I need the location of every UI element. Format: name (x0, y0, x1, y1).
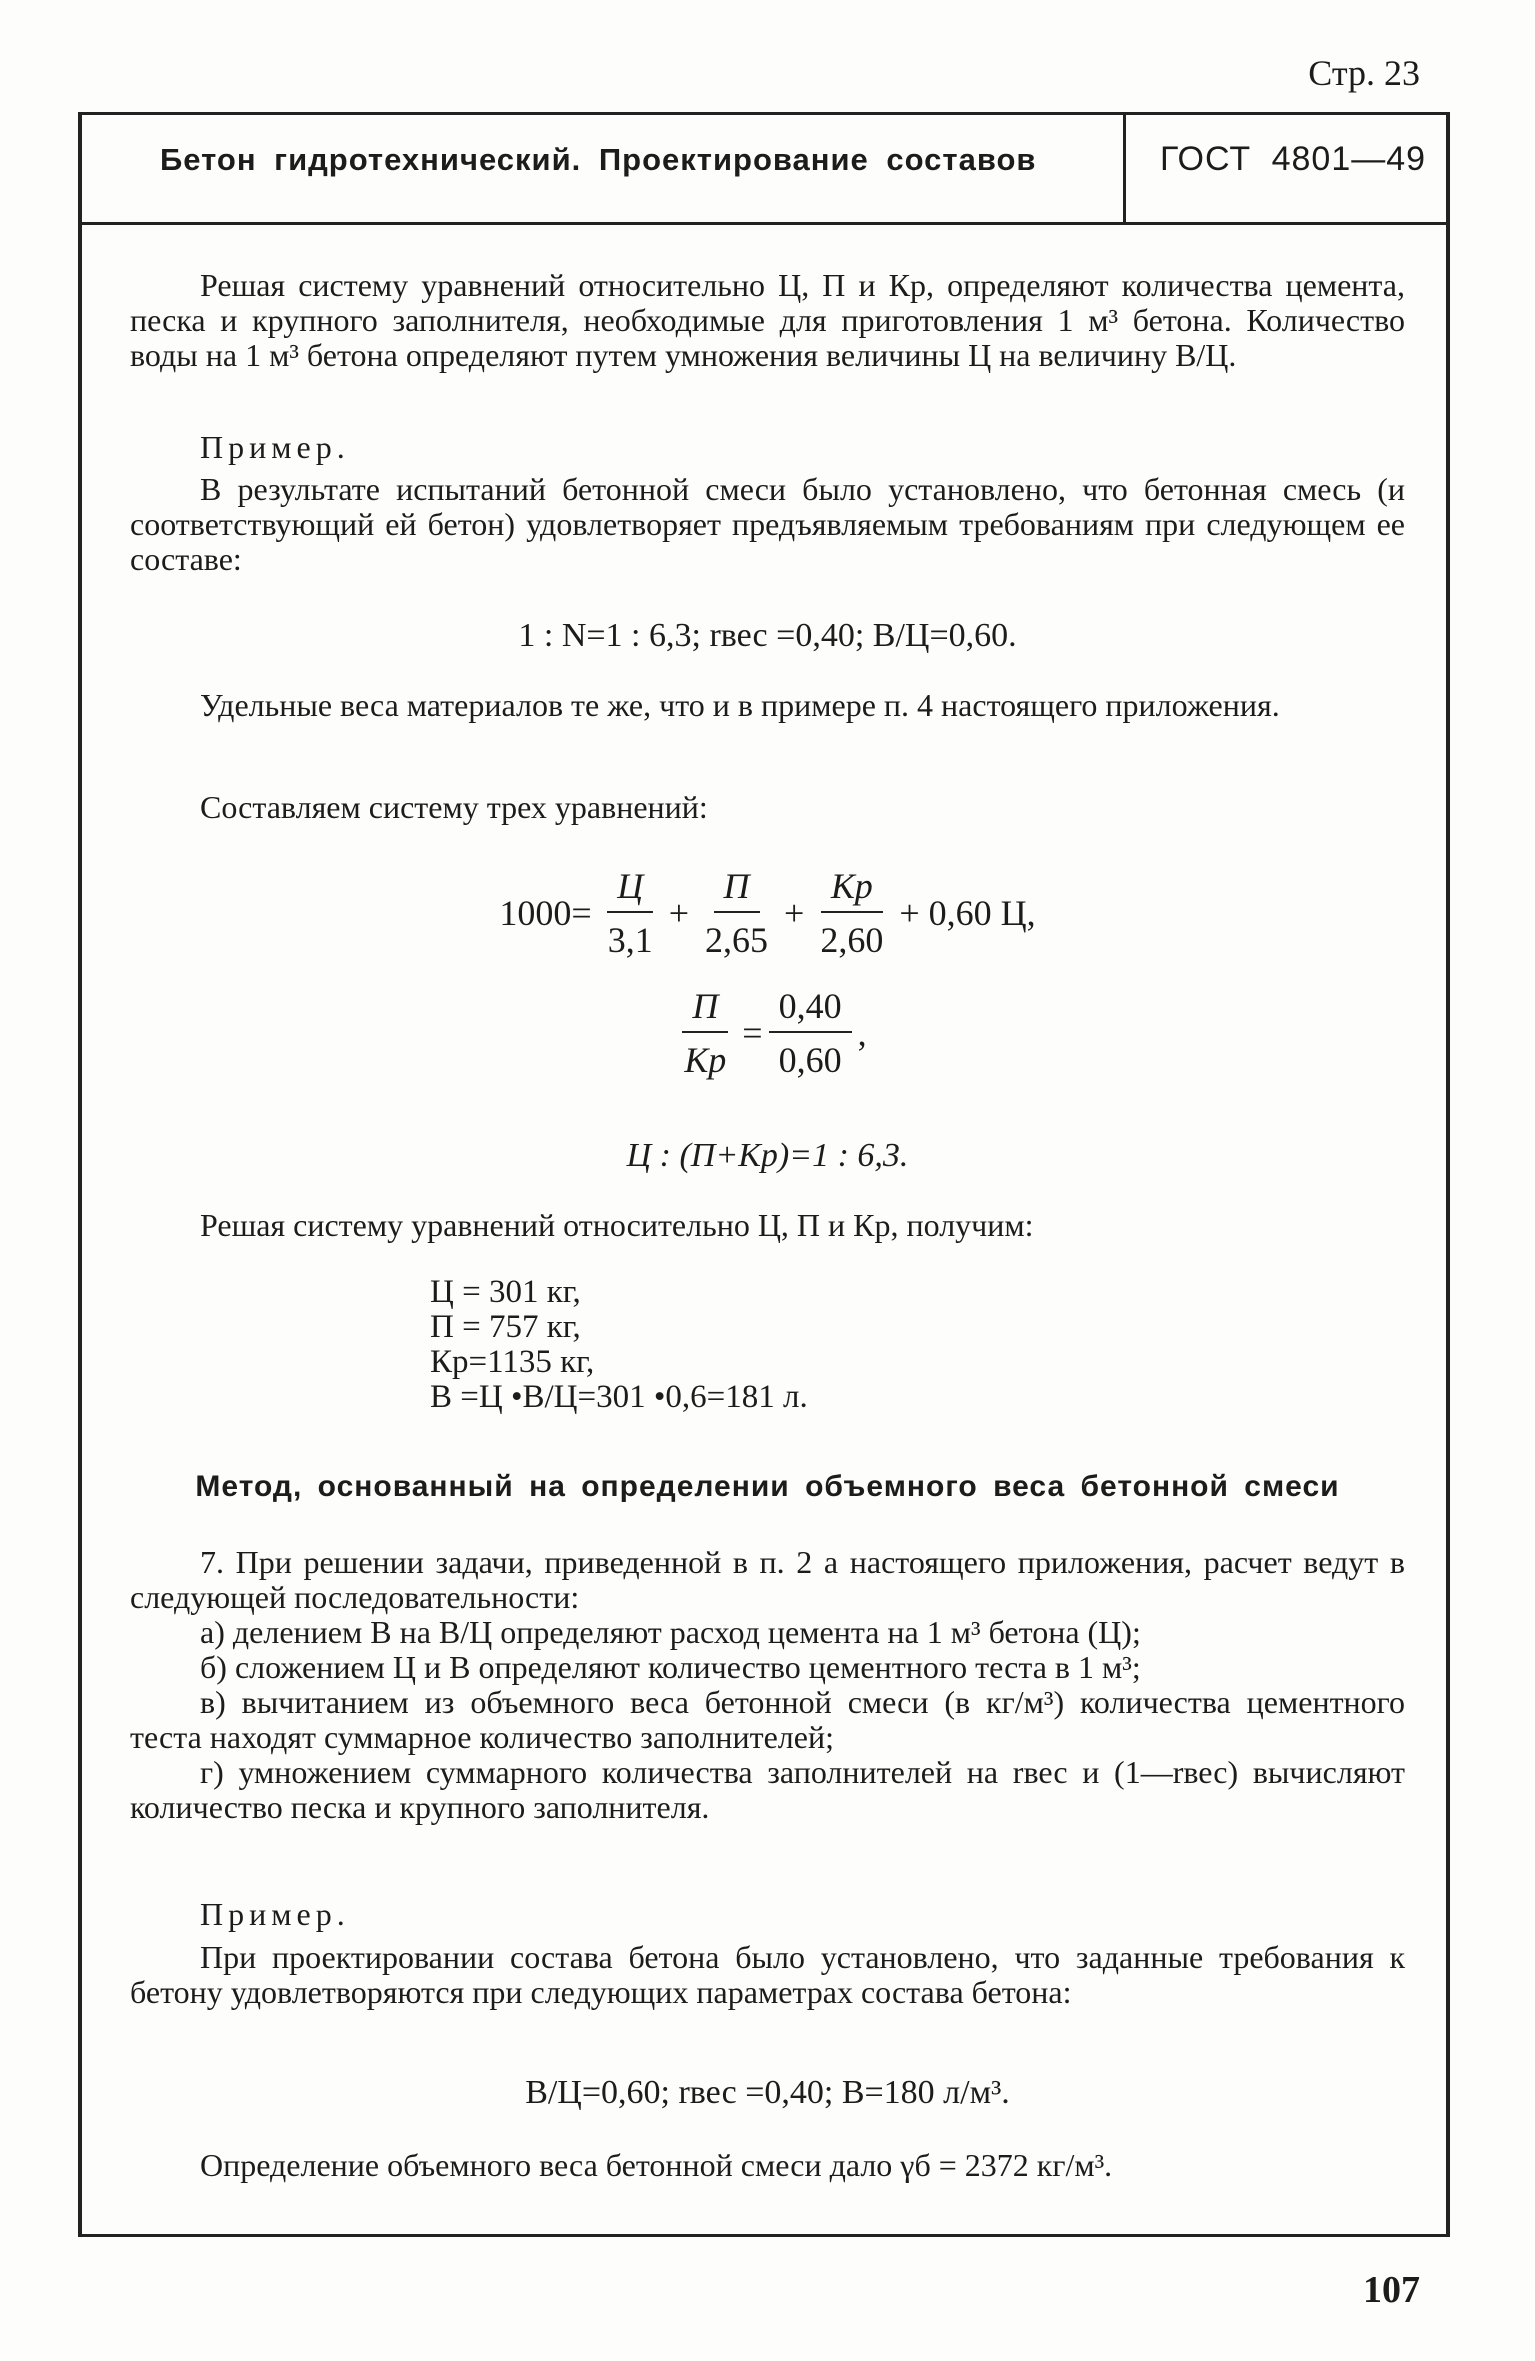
paragraph-8 (130, 1940, 1405, 2010)
paragraph-3 (130, 688, 1405, 723)
eq1-f3-numerator: Кр (821, 865, 883, 913)
equation-1 (130, 865, 1405, 961)
result-water: В =Ц •В/Ц=301 •0,6=181 л. (430, 1379, 808, 1415)
eq1-tail: + 0,60 Ц, (899, 893, 1036, 933)
parameters-formula (130, 2075, 1405, 2110)
step-b: б) сложением Ц и В определяют количество цементного теста в 1 м³; (200, 1649, 1141, 1685)
step-a: а) делением В на В/Ц определяют расход цемента на 1 м³ бетона (Ц); (200, 1614, 1141, 1650)
eq1-fraction-cement (598, 865, 663, 961)
eq1-f1-denominator: 3,1 (607, 920, 653, 960)
eq1-lhs: 1000= (499, 893, 592, 933)
parameters-text: В/Ц=0,60; rвес =0,40; В=180 л/м³. (525, 2074, 1010, 2111)
paragraph-text: Удельные веса материалов те же, что и в примере п. 4 настоящего приложения. (200, 687, 1280, 723)
paragraph-text: Решая систему уравнений относительно Ц, П и Кр, определяют количества цемента, песка и крупного заполнителя, необходимые для приготовления 1 м³ бетона. Количество воды на 1 м³ бетона определяют путем умножения величины Ц на величину В/Ц. (130, 267, 1405, 373)
eq2-fraction-right (769, 985, 852, 1081)
paragraph-7: 7. При решении задачи, приведенной в п. 2 а настоящего приложения, расчет ведут в следующей последовательности: (130, 1544, 1405, 1615)
step-g: г) умножением суммарного количества заполнителей на rвес и (1—rвес) вычисляют количество песка и крупного заполнителя. (130, 1754, 1405, 1825)
paragraph-4 (130, 790, 1405, 825)
result-aggregate: Кр=1135 кг, (430, 1344, 595, 1380)
results-list (430, 1275, 808, 1415)
example-1-label: Пример. (200, 429, 350, 465)
eq1-fraction-aggregate (810, 865, 893, 961)
page-number-bottom: 107 (1363, 2269, 1420, 2311)
paragraph-text: Составляем систему трех уравнений: (200, 789, 708, 825)
example-2-label: Пример. (200, 1896, 350, 1932)
eq1-fraction-sand (695, 865, 778, 961)
equation-2 (130, 985, 1405, 1081)
eq2-left-numerator: П (682, 985, 728, 1033)
paragraph-text: При проектировании состава бетона было установлено, что заданные требования к бетону удовлетворяются при следующих параметрах состава бетона: (130, 1939, 1405, 2010)
example-2-label-block (130, 1897, 1405, 1932)
eq1-f2-numerator: П (714, 865, 760, 913)
paragraph-text: Решая систему уравнений относительно Ц, П и Кр, получим: (200, 1207, 1034, 1243)
eq2-tail: , (857, 1013, 867, 1053)
equation-3 (130, 1138, 1405, 1173)
equation-1-row (130, 865, 1405, 961)
composition-text: 1 : N=1 : 6,3; rвес =0,40; В/Ц=0,60. (518, 617, 1017, 654)
step-v: в) вычитанием из объемного веса бетонной смеси (в кг/м³) количества цементного теста находят суммарное количество заполнителей; (130, 1684, 1405, 1755)
eq2-left-denominator: Кр (684, 1040, 727, 1080)
equation-2-row (130, 985, 1405, 1081)
paragraph-1 (130, 268, 1405, 373)
eq2-fraction-left (674, 985, 736, 1081)
equation-3-text: Ц : (П+Кр)=1 : 6,3. (626, 1137, 909, 1174)
header-standard: ГОСТ 4801—49 (1160, 140, 1427, 178)
header-vertical-divider (1123, 112, 1126, 222)
result-cement: Ц = 301 кг, (430, 1274, 581, 1310)
eq1-f3-denominator: 2,60 (820, 920, 884, 960)
section-title: Метод, основанный на определении объемного веса бетонной смеси (195, 1470, 1340, 1503)
page-label-top: Стр. 23 (1308, 53, 1420, 93)
eq1-f2-denominator: 2,65 (705, 920, 768, 960)
eq1-f1-numerator: Ц (607, 865, 653, 913)
eq2-equals: = (742, 1013, 763, 1053)
paragraph-2 (130, 472, 1405, 577)
header-divider-line (78, 222, 1450, 225)
header-title: Бетон гидротехнический. Проектирование составов (160, 142, 1037, 177)
paragraph-text: Определение объемного веса бетонной смеси дало γб = 2372 кг/м³. (200, 2147, 1113, 2183)
method-steps (130, 1545, 1405, 1825)
paragraph-9 (130, 2148, 1405, 2183)
paragraph-5 (130, 1208, 1405, 1243)
example-1-label-block (130, 430, 1405, 465)
eq2-right-numerator: 0,40 (769, 985, 852, 1033)
eq2-right-denominator: 0,60 (778, 1040, 842, 1080)
eq1-plus-1: + (668, 893, 689, 933)
paragraph-text: В результате испытаний бетонной смеси было установлено, что бетонная смесь (и соответствующий ей бетон) удовлетворяет предъявляемым требованиям при следующем ее составе: (130, 471, 1405, 577)
composition-formula (130, 618, 1405, 653)
result-sand: П = 757 кг, (430, 1309, 581, 1345)
eq1-plus-2: + (784, 893, 805, 933)
